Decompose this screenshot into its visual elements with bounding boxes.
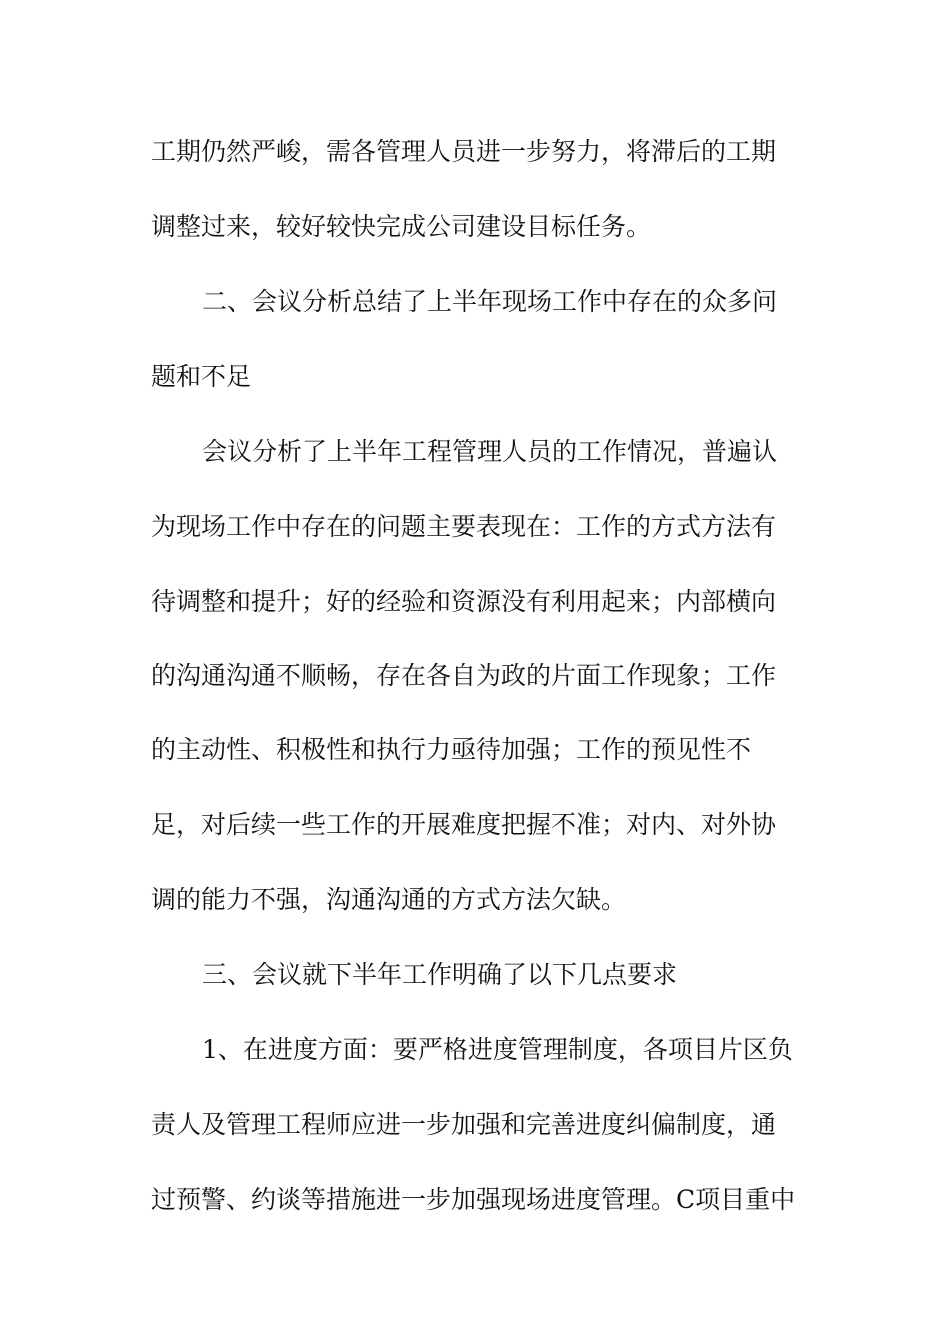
text-line: 的沟通沟通不顺畅，存在各自为政的片面工作现象；工作 <box>151 661 777 690</box>
text-line: 工期仍然严峻，需各管理人员进一步努力，将滞后的工期 <box>151 137 777 166</box>
text-line: 的主动性、积极性和执行力亟待加强；工作的预见性不 <box>151 735 752 764</box>
section-heading: 二、会议分析总结了上半年现场工作中存在的众多问 <box>202 287 778 316</box>
text-line: 待调整和提升；好的经验和资源没有利用起来；内部横向 <box>151 587 777 616</box>
text-line: 过预警、约谈等措施进一步加强现场进度管理。C项目重中 <box>151 1185 796 1214</box>
text-line: 调整过来，较好较快完成公司建设目标任务。 <box>151 212 652 241</box>
text-line: 责人及管理工程师应进一步加强和完善进度纠偏制度，通 <box>151 1110 777 1139</box>
text-line: 足，对后续一些工作的开展难度把握不准；对内、对外协 <box>151 810 777 839</box>
text-line: 调的能力不强，沟通沟通的方式方法欠缺。 <box>151 885 627 914</box>
text-line: 为现场工作中存在的问题主要表现在：工作的方式方法有 <box>151 512 777 541</box>
section-heading: 三、会议就下半年工作明确了以下几点要求 <box>202 960 678 989</box>
text-line: 1、在进度方面：要严格进度管理制度，各项目片区负 <box>202 1035 793 1064</box>
text-line: 会议分析了上半年工程管理人员的工作情况，普遍认 <box>202 437 778 466</box>
section-heading-continued: 题和不足 <box>151 362 252 391</box>
